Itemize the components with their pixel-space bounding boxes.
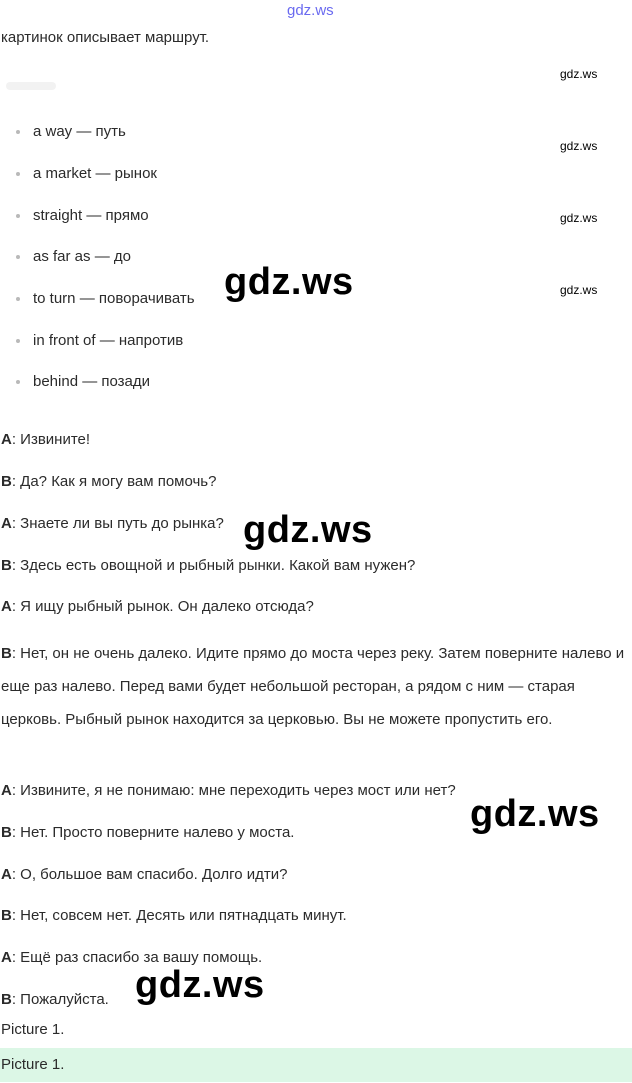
- watermark-small: gdz.ws: [560, 139, 598, 153]
- picture-label-highlight: Picture 1.: [1, 1056, 65, 1073]
- bullet-icon: [16, 255, 20, 259]
- bullet-icon: [16, 380, 20, 384]
- picture-label-highlight-bar: [0, 1048, 632, 1082]
- speaker-label: B: [1, 907, 12, 924]
- dialogue-line: A: Извините!: [1, 431, 91, 448]
- watermark-large: gdz.ws: [135, 964, 265, 1006]
- watermark-top: gdz.ws: [287, 2, 334, 19]
- dialogue-line: A: Знаете ли вы путь до рынка?: [1, 515, 224, 532]
- bullet-icon: [16, 214, 20, 218]
- picture-label: Picture 1.: [1, 1021, 65, 1038]
- watermark-large: gdz.ws: [470, 793, 600, 835]
- vocab-item: a market — рынок: [16, 165, 157, 182]
- dialogue-line: B: Здесь есть овощной и рыбный рынки. Какой вам нужен?: [1, 557, 416, 574]
- dialogue-line: A: О, большое вам спасибо. Долго идти?: [1, 866, 288, 883]
- vocab-item: to turn — поворачивать: [16, 290, 195, 307]
- speaker-label: A: [1, 782, 12, 799]
- vocab-item: as far as — до: [16, 248, 131, 265]
- dialogue-line: B: Пожалуйста.: [1, 991, 109, 1008]
- speaker-label: A: [1, 866, 12, 883]
- dialogue-paragraph: B: Нет, он не очень далеко. Идите прямо до моста через реку. Затем поверните налево и еще раз налево. Перед вами будет небольшой ресторан, а рядом с ним — старая церковь. Рыбный рынок находится за церковью. Вы не можете пропустить его.: [1, 645, 625, 728]
- watermark-small: gdz.ws: [560, 211, 598, 225]
- bullet-icon: [16, 297, 20, 301]
- speaker-label: A: [1, 515, 12, 532]
- bullet-icon: [16, 172, 20, 176]
- speaker-label: B: [1, 991, 12, 1008]
- decorative-blob: [6, 82, 56, 90]
- speaker-label: B: [1, 645, 12, 662]
- bullet-icon: [16, 130, 20, 134]
- speaker-label: A: [1, 949, 12, 966]
- speaker-label: B: [1, 473, 12, 490]
- watermark-small: gdz.ws: [560, 67, 598, 81]
- vocab-item: straight — прямо: [16, 207, 149, 224]
- watermark-small: gdz.ws: [560, 283, 598, 297]
- dialogue-line: A: Я ищу рыбный рынок. Он далеко отсюда?: [1, 598, 314, 615]
- dialogue-line: B: Нет. Просто поверните налево у моста.: [1, 824, 295, 841]
- speaker-label: A: [1, 598, 12, 615]
- dialogue-line: A: Ещё раз спасибо за вашу помощь.: [1, 949, 263, 966]
- watermark-large: gdz.ws: [243, 509, 373, 551]
- vocab-item: behind — позади: [16, 373, 150, 390]
- vocab-item: a way — путь: [16, 123, 126, 140]
- dialogue-line: B: Нет, совсем нет. Десять или пятнадцать минут.: [1, 907, 347, 924]
- speaker-label: B: [1, 557, 12, 574]
- speaker-label: A: [1, 431, 12, 448]
- vocab-item: in front of — напротив: [16, 332, 183, 349]
- dialogue-line: B: Да? Как я могу вам помочь?: [1, 473, 217, 490]
- dialogue-line: A: Извините, я не понимаю: мне переходить через мост или нет?: [1, 782, 456, 799]
- watermark-large: gdz.ws: [224, 261, 354, 303]
- intro-text: картинок описывает маршрут.: [1, 29, 210, 46]
- speaker-label: B: [1, 824, 12, 841]
- bullet-icon: [16, 339, 20, 343]
